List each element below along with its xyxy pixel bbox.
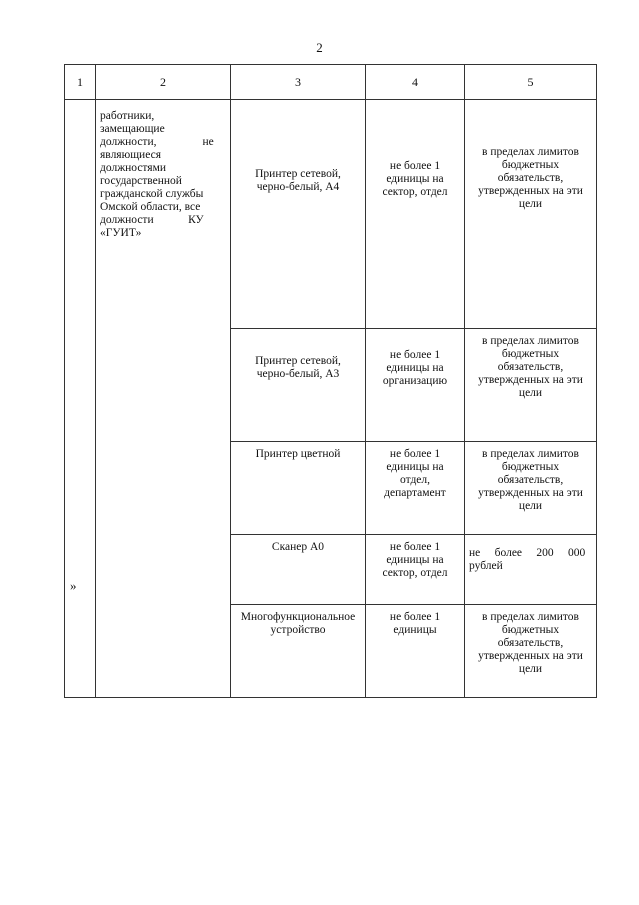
quantity-line: сектор, отдел xyxy=(382,567,448,579)
quantity-line: единицы на xyxy=(386,173,444,185)
quantity-line: единицы xyxy=(393,624,437,636)
device-line: Многофункциональное xyxy=(240,611,356,623)
header-col-4: 4 xyxy=(366,65,465,100)
category-line: являющиеся xyxy=(100,149,161,161)
price-line: утвержденных на эти xyxy=(478,650,583,662)
price-cell xyxy=(465,605,597,698)
category-line: государственной xyxy=(100,175,182,187)
quantity-line: единицы на xyxy=(386,554,444,566)
price-line: утвержденных на эти xyxy=(478,487,583,499)
price-line: утвержденных на эти xyxy=(478,374,583,386)
device-cell xyxy=(231,535,366,605)
category-line: Омской области, все xyxy=(100,201,201,213)
header-col-2: 2 xyxy=(96,65,231,100)
category-line: гражданской службы xyxy=(100,188,204,200)
device-line: Принтер сетевой, xyxy=(255,355,341,367)
quantity-line: не более 1 xyxy=(389,541,441,553)
device-line: черно-белый, А4 xyxy=(256,181,340,193)
device-line: Сканер А0 xyxy=(271,541,325,553)
header-col-3: 3 xyxy=(231,65,366,100)
price-line: обязательств, xyxy=(497,637,564,649)
price-cell xyxy=(465,442,597,535)
quantity-line: единицы на xyxy=(386,362,444,374)
device-line: Принтер сетевой, xyxy=(255,168,341,180)
quantity-line: сектор, отдел xyxy=(382,186,448,198)
price-line: бюджетных xyxy=(501,624,560,636)
price-line: в пределах лимитов xyxy=(482,146,579,158)
price-line: цели xyxy=(518,500,543,512)
price-line: в пределах лимитов xyxy=(482,335,579,347)
quantity-line: не более 1 xyxy=(389,448,441,460)
quantity-cell xyxy=(366,535,465,605)
price-line: утвержденных на эти xyxy=(478,185,583,197)
quantity-line: единицы на xyxy=(386,461,444,473)
category-line: должности, не xyxy=(100,136,214,148)
employee-category-cell xyxy=(96,100,231,698)
page-number: 2 xyxy=(316,40,323,55)
category-line: должности КУ xyxy=(100,214,204,226)
price-cell xyxy=(465,100,597,329)
price-line: рублей xyxy=(469,560,503,572)
quantity-cell xyxy=(366,605,465,698)
price-line: не более 200 000 xyxy=(469,547,586,559)
price-line: обязательств, xyxy=(497,361,564,373)
device-line: устройство xyxy=(270,624,326,636)
quantity-cell xyxy=(366,329,465,442)
device-line: Принтер цветной xyxy=(255,448,341,460)
price-cell xyxy=(465,535,597,605)
header-col-1: 1 xyxy=(65,65,96,100)
price-line: бюджетных xyxy=(501,461,560,473)
device-cell xyxy=(231,605,366,698)
table-row xyxy=(65,100,597,329)
price-cell xyxy=(465,329,597,442)
price-line: цели xyxy=(518,663,543,675)
quantity-line: департамент xyxy=(384,487,446,499)
category-line: работники, xyxy=(100,110,155,122)
price-line: бюджетных xyxy=(501,348,560,360)
quantity-cell xyxy=(366,100,465,329)
table-header-row xyxy=(65,65,597,100)
quantity-line: не более 1 xyxy=(389,611,441,623)
quantity-line: организацию xyxy=(382,375,448,387)
price-line: обязательств, xyxy=(497,172,564,184)
category-line: «ГУИТ» xyxy=(100,227,142,239)
device-line: черно-белый, А3 xyxy=(256,368,340,380)
price-line: бюджетных xyxy=(501,159,560,171)
quantity-line: отдел, xyxy=(399,474,431,486)
price-line: цели xyxy=(518,387,543,399)
device-cell xyxy=(231,442,366,535)
quantity-line: не более 1 xyxy=(389,160,441,172)
closing-quote-mark: » xyxy=(70,578,77,593)
device-cell xyxy=(231,100,366,329)
price-line: обязательств, xyxy=(497,474,564,486)
index-cell xyxy=(65,100,96,698)
equipment-norms-table xyxy=(64,64,597,698)
device-cell xyxy=(231,329,366,442)
price-line: в пределах лимитов xyxy=(482,611,579,623)
quantity-line: не более 1 xyxy=(389,349,441,361)
header-col-5: 5 xyxy=(465,65,597,100)
quantity-cell xyxy=(366,442,465,535)
category-line: замещающие xyxy=(100,123,165,135)
category-line: должностями xyxy=(100,162,167,174)
price-line: в пределах лимитов xyxy=(482,448,579,460)
price-line: цели xyxy=(518,198,543,210)
